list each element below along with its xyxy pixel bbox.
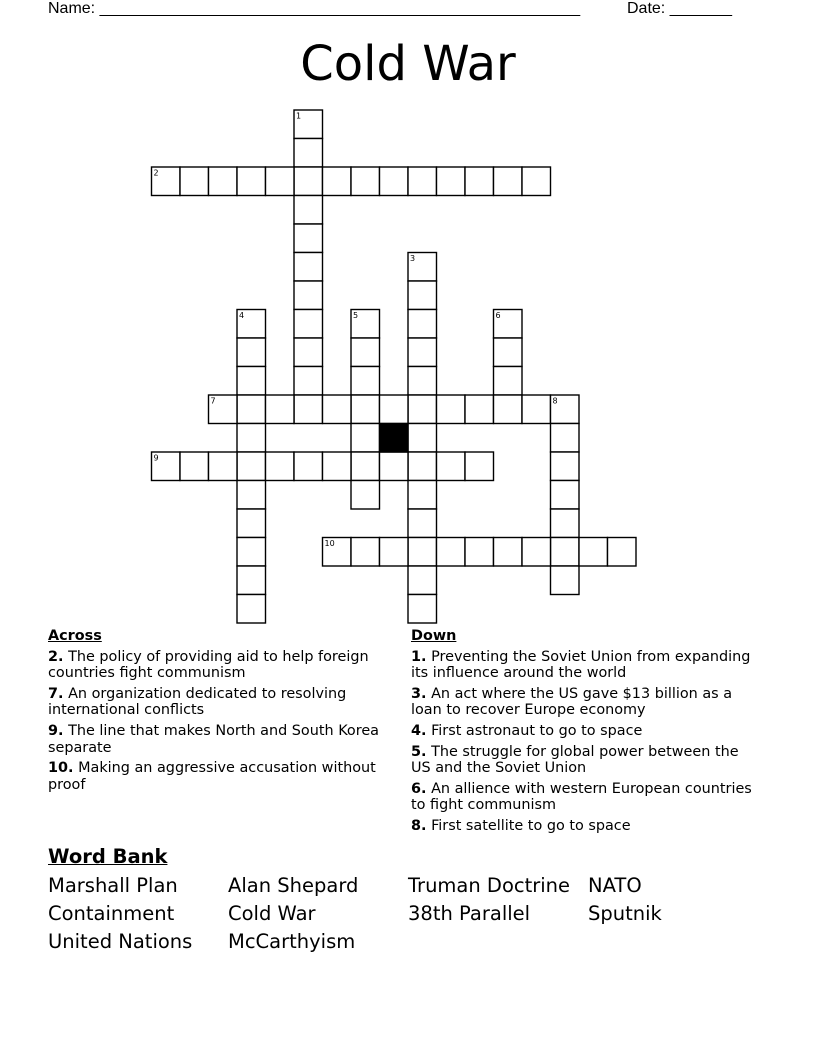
grid-cell[interactable] [408,566,437,595]
grid-cell[interactable] [380,452,409,481]
word-bank-item: Alan Shepard [228,874,359,897]
grid-cell[interactable] [551,509,580,538]
grid-cell[interactable] [408,281,437,310]
clue-number: 10. [48,760,74,777]
across-clue [48,686,393,719]
grid-cell[interactable] [465,167,494,196]
grid-clue-number: 1 [296,111,302,121]
clue-number: 3. [411,685,427,702]
word-bank-heading: Word Bank [48,845,168,868]
name-field-label: Name: ______________________________________________________ [48,0,581,17]
clue-text: Preventing the Soviet Union from expanding its influence around the world [411,648,751,682]
grid-cell[interactable] [209,452,238,481]
clue-number: 2. [48,648,64,665]
grid-cell[interactable] [351,167,380,196]
clue-number: 9. [48,722,64,739]
grid-cell[interactable] [294,253,323,282]
clue-number: 7. [48,685,64,702]
down-clue [411,781,756,814]
word-bank-item: Cold War [228,902,316,925]
grid-clue-number: 6 [495,311,501,320]
grid-cell[interactable] [237,566,266,595]
down-clue [411,744,756,777]
grid-cell[interactable] [494,395,523,424]
grid-cell[interactable] [237,367,266,396]
grid-cell[interactable] [408,481,437,510]
grid-cell[interactable] [494,338,523,367]
grid-cell[interactable] [266,167,295,196]
word-bank-item: Marshall Plan [48,874,178,897]
grid-cell[interactable] [380,538,409,567]
word-bank-item: United Nations [48,930,193,953]
grid-clue-number: 8 [552,396,558,406]
clue-text: Making an aggressive accusation without proof [48,760,376,793]
grid-cell[interactable] [237,338,266,367]
grid-cell[interactable] [237,452,266,481]
grid-clue-number: 9 [153,453,159,463]
grid-block [380,424,409,453]
grid-cell[interactable] [351,481,380,510]
clue-text: The policy of providing aid to help foreign countries fight communism [48,648,369,682]
grid-cell[interactable] [237,167,266,196]
clue-number: 1. [411,648,427,665]
grid-cell[interactable] [408,509,437,538]
grid-cell[interactable] [408,310,437,339]
grid-cell[interactable] [494,367,523,396]
page-title: Cold War [300,36,516,92]
grid-cell[interactable] [465,395,494,424]
clue-text: An organization dedicated to resolving international conflicts [48,685,347,719]
down-clue [411,686,756,719]
grid-cell[interactable] [294,338,323,367]
grid-cell[interactable] [237,481,266,510]
grid-clue-number: 4 [239,311,245,320]
down-clue [411,723,756,740]
grid-cell[interactable] [237,395,266,424]
grid-cell[interactable] [209,167,238,196]
grid-cell[interactable] [351,452,380,481]
grid-cell[interactable] [551,566,580,595]
down-heading: Down [411,628,457,644]
grid-cell[interactable] [294,139,323,168]
grid-cell[interactable] [351,395,380,424]
clue-text: An act where the US gave $13 billion as a loan to recover Europe economy [411,685,733,719]
grid-cell[interactable] [608,538,637,567]
grid-cell[interactable] [408,424,437,453]
grid-cell[interactable] [437,167,466,196]
grid-cell[interactable] [294,281,323,310]
grid-cell[interactable] [551,452,580,481]
grid-cell[interactable] [522,395,551,424]
across-clue [48,723,393,756]
grid-cell[interactable] [408,167,437,196]
grid-clue-number: 2 [153,168,159,178]
date-field-label: Date: _______ [627,0,732,17]
grid-cell[interactable] [237,538,266,567]
clue-number: 6. [411,780,427,797]
grid-cell[interactable] [323,395,352,424]
grid-cell[interactable] [180,167,209,196]
grid-cell[interactable] [437,538,466,567]
across-clue [48,649,393,682]
grid-cell[interactable] [294,224,323,253]
grid-clue-number: 5 [353,311,359,320]
word-bank-item: Containment [48,902,175,925]
grid-cell[interactable] [380,395,409,424]
word-bank-item: Sputnik [588,902,662,925]
grid-cell[interactable] [522,538,551,567]
clue-text: First satellite to go to space [431,817,631,834]
grid-cell[interactable] [437,395,466,424]
grid-cell[interactable] [408,395,437,424]
grid-cell[interactable] [494,167,523,196]
grid-cell[interactable] [351,338,380,367]
grid-cell[interactable] [522,167,551,196]
grid-cell[interactable] [408,538,437,567]
grid-clue-number: 10 [324,539,335,548]
grid-cell[interactable] [266,395,295,424]
clue-number: 4. [411,722,427,739]
grid-clue-number: 7 [210,396,216,406]
grid-cell[interactable] [408,367,437,396]
grid-cell[interactable] [408,595,437,624]
grid-cell[interactable] [494,538,523,567]
grid-cell[interactable] [180,452,209,481]
grid-cell[interactable] [294,395,323,424]
grid-cell[interactable] [294,196,323,225]
grid-cell[interactable] [551,481,580,510]
grid-cell[interactable] [551,424,580,453]
across-heading: Across [48,628,102,644]
across-clue [48,760,393,793]
grid-cell[interactable] [323,452,352,481]
grid-cell[interactable] [266,452,295,481]
word-bank-item: McCarthyism [228,930,356,953]
grid-cell[interactable] [294,167,323,196]
grid-cell[interactable] [351,538,380,567]
grid-cell[interactable] [465,452,494,481]
grid-cell[interactable] [237,509,266,538]
grid-cell[interactable] [437,452,466,481]
clue-number: 8. [411,817,427,834]
grid-clue-number: 3 [410,254,416,263]
down-clues [411,628,756,839]
down-clue [411,649,756,682]
clue-text: The struggle for global power between the US and the Soviet Union [411,743,739,777]
grid-cell[interactable] [294,310,323,339]
word-bank-item: NATO [588,874,642,897]
grid-cell[interactable] [237,595,266,624]
grid-cell[interactable] [408,452,437,481]
down-clue [411,818,756,835]
word-bank-item: 38th Parallel [408,902,531,925]
grid-cell[interactable] [294,452,323,481]
clue-text: First astronaut to go to space [431,722,643,739]
grid-cell[interactable] [294,367,323,396]
clue-text: The line that makes North and South Korea separate [48,722,379,756]
word-bank-item: Truman Doctrine [408,874,571,897]
across-clues [48,628,393,797]
clue-number: 5. [411,743,427,760]
clue-text: An allience with western European countries to fight communism [411,780,752,814]
grid-cell[interactable] [323,167,352,196]
grid-cell[interactable] [579,538,608,567]
grid-cell[interactable] [465,538,494,567]
grid-cell[interactable] [351,424,380,453]
grid-cell[interactable] [237,424,266,453]
grid-cell[interactable] [551,538,580,567]
grid-cell[interactable] [380,167,409,196]
grid-cell[interactable] [351,367,380,396]
grid-cell[interactable] [408,338,437,367]
